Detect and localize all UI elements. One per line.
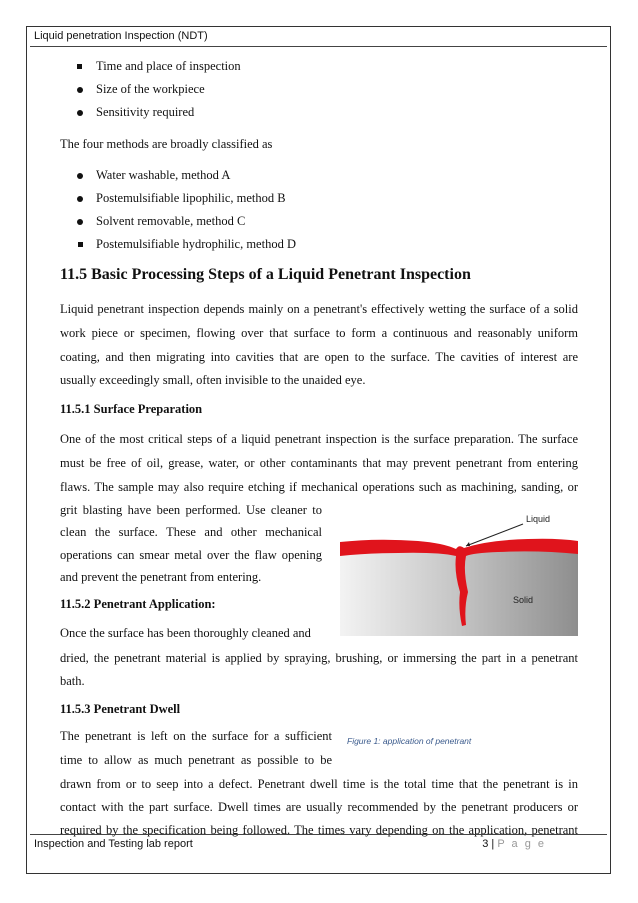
- paragraph-line: contact with the part surface. Dwell times are usually recommended by the penetrant producers or: [60, 800, 578, 814]
- page-separator: |: [491, 838, 495, 850]
- paragraph-line: Once the surface has been thoroughly cleaned and: [60, 626, 311, 640]
- paragraph-line: drawn from or to seep into a defect. Penetrant dwell time is the total time that the penetrant is in: [60, 777, 578, 791]
- list-item: Sensitivity required: [96, 105, 195, 119]
- subsection-heading: 11.5.1 Surface Preparation: [60, 402, 203, 416]
- footer-left: Inspection and Testing lab report: [34, 838, 193, 850]
- paragraph-line: clean the surface. These and other mechanical: [60, 525, 322, 539]
- page-word: P a g e: [497, 838, 546, 850]
- list-item: Postemulsifiable hydrophilic, method D: [96, 237, 296, 251]
- list-item: Solvent removable, method C: [96, 214, 246, 228]
- paragraph-line: usually exceedingly small, often invisible to the unaided eye.: [60, 373, 366, 387]
- paragraph-line: required by the specification being followed. The times vary depending on the application, penetrant: [60, 823, 578, 837]
- paragraph-line: time to allow as much penetrant as possible to be: [60, 753, 332, 767]
- bullet-icon: [77, 64, 82, 69]
- paragraph-line: grit blasting have been performed. Use cleaner to: [60, 503, 322, 517]
- paragraph-line: Liquid penetrant inspection depends mainly on a penetrant's effectively wetting the surface of a solid: [60, 302, 578, 316]
- arrow-head-icon: [466, 542, 470, 546]
- penetrant-figure: [338, 500, 581, 638]
- paragraph-line: bath.: [60, 674, 85, 688]
- label-liquid: Liquid: [526, 514, 551, 524]
- bullet-icon: [78, 242, 83, 247]
- figure-caption: Figure 1: application of penetrant: [347, 736, 472, 746]
- paragraph-line: One of the most critical steps of a liquid penetrant inspection is the surface preparation. The surface: [60, 432, 578, 446]
- label-solid: Solid: [513, 595, 534, 605]
- bullet-icon: [77, 173, 83, 179]
- paragraph-line: dried, the penetrant material is applied by spraying, brushing, or immersing the part in a penetrant: [60, 651, 578, 665]
- subsection-heading: 11.5.2 Penetrant Application:: [60, 597, 216, 611]
- paragraph-line: operations can smear metal over the flaw opening: [60, 548, 322, 562]
- footer-page: [482, 838, 546, 850]
- bullet-icon: [77, 196, 83, 202]
- list-item: Size of the workpiece: [96, 82, 205, 96]
- list-item: Postemulsifiable lipophilic, method B: [96, 191, 286, 205]
- bullet-icon: [77, 110, 83, 116]
- paragraph-line: must be free of oil, grease, water, or other contaminants that may prevent penetrant from entering: [60, 456, 578, 470]
- paragraph-line: and prevent the penetrant from entering.: [60, 570, 262, 584]
- bullet-icon: [77, 219, 83, 225]
- paragraph-line: The penetrant is left on the surface for a sufficient: [60, 729, 332, 743]
- footer-rule: [30, 834, 607, 835]
- list-item: Water washable, method A: [96, 168, 231, 182]
- bullet-icon: [77, 87, 83, 93]
- subsection-heading: 11.5.3 Penetrant Dwell: [60, 702, 181, 716]
- methods-intro: The four methods are broadly classified as: [60, 137, 273, 151]
- paragraph-line: work piece or specimen, flowing over that surface to form a continuous and reasonably uniform: [60, 326, 578, 340]
- list-item: Time and place of inspection: [96, 59, 241, 73]
- paragraph-line: flaws. The sample may also require etching if mechanical operations such as machining, sanding, or: [60, 480, 578, 494]
- section-heading: 11.5 Basic Processing Steps of a Liquid Penetrant Inspection: [60, 266, 471, 283]
- paragraph-line: coating, and then migrating into cavities that are open to the surface. The cavities of interest are: [60, 350, 578, 364]
- page-number: 3: [482, 838, 489, 850]
- header-title: Liquid penetration Inspection (NDT): [34, 30, 208, 42]
